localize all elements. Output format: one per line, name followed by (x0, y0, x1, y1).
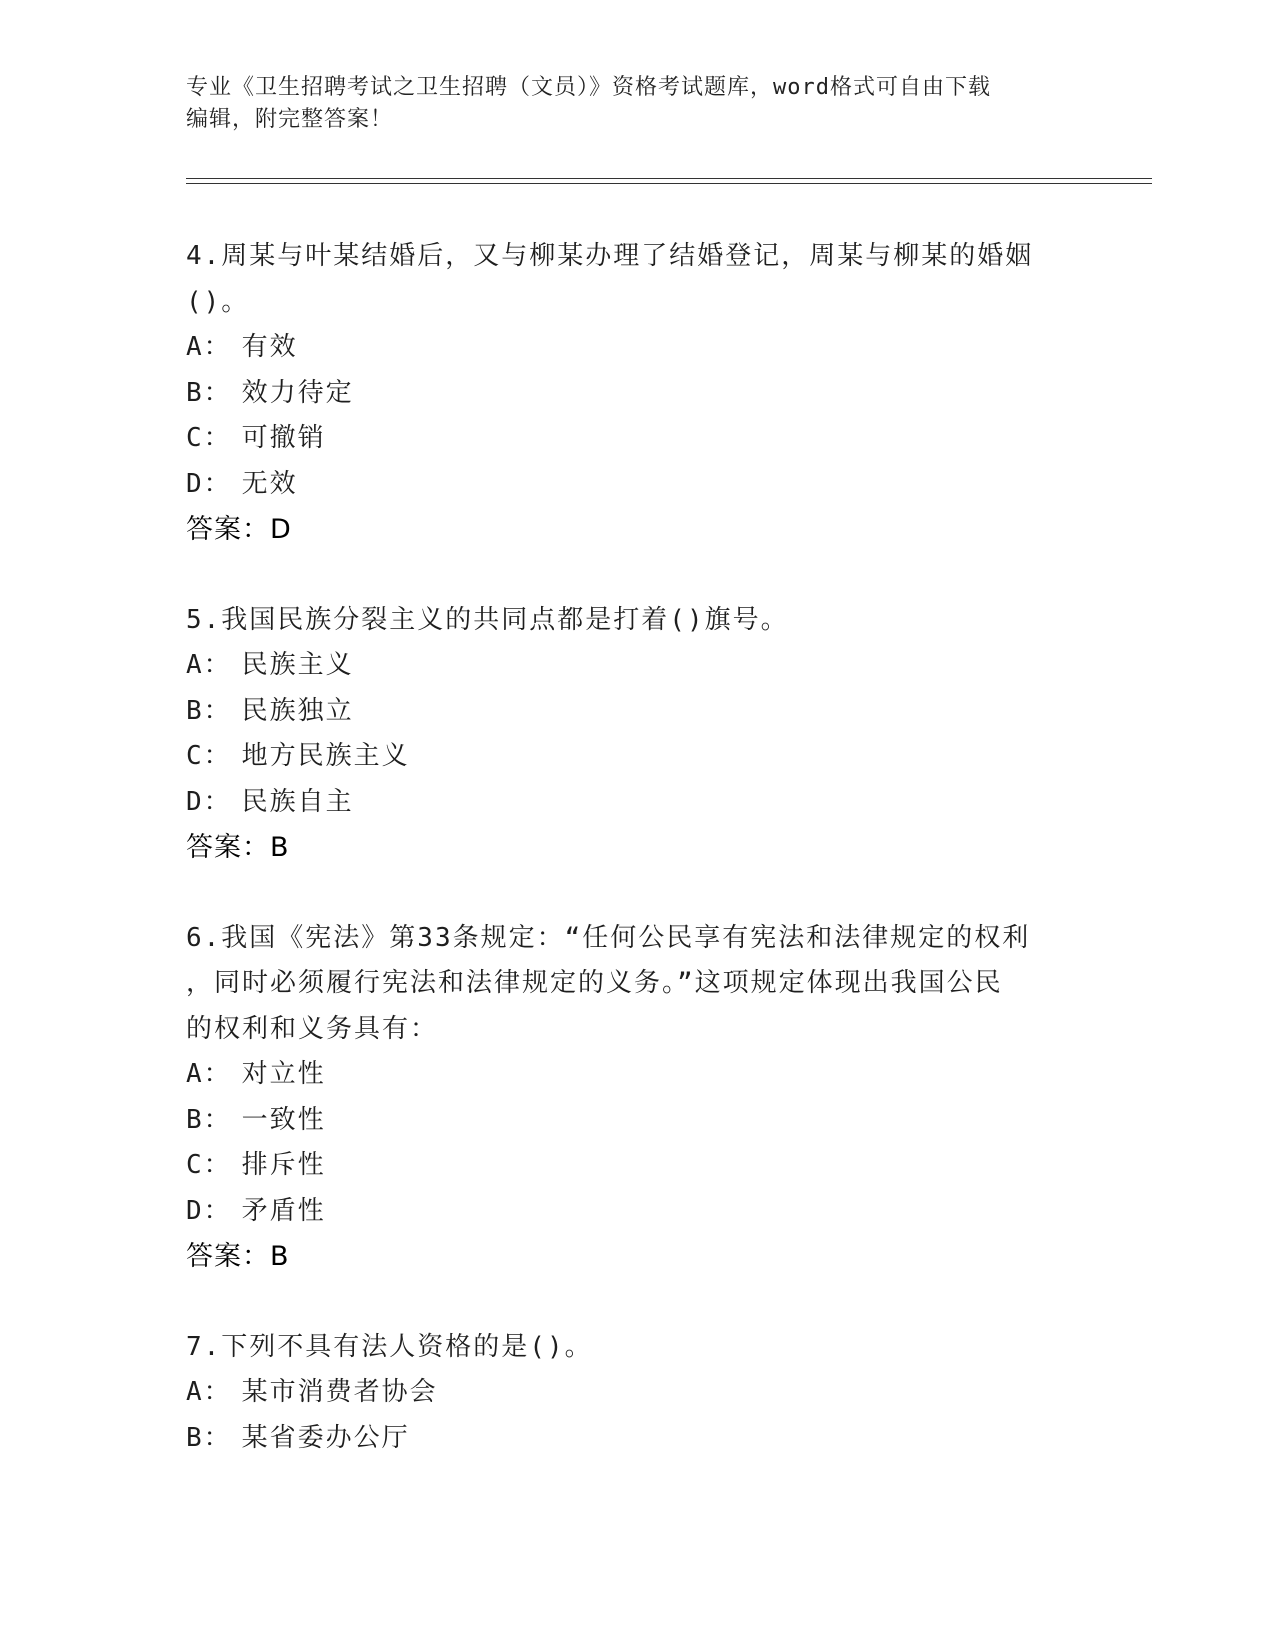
option-d: D： 矛盾性 (186, 1195, 326, 1226)
option-text: 可撤销 (241, 423, 326, 453)
option-c: C： 可撤销 (186, 423, 326, 453)
option-letter: B (186, 1104, 204, 1135)
question-text-line: 4.周某与叶某结婚后，又与柳某办理了结婚登记，周某与柳某的婚姻 (186, 241, 1034, 271)
option-b: B： 某省委办公厅 (186, 1422, 410, 1453)
option-text: 排斥性 (241, 1150, 326, 1180)
option-text: 民族自主 (241, 786, 354, 817)
option-a: A： 民族主义 (186, 650, 354, 680)
option-text: 无效 (241, 468, 298, 499)
answer-value: B (270, 832, 290, 863)
option-d: D： 民族自主 (186, 786, 354, 817)
option-text: 效力待定 (241, 377, 354, 408)
answer-line (186, 825, 1086, 871)
answer-value: B (270, 1241, 290, 1272)
option-text: 一致性 (241, 1104, 326, 1135)
question-text-line: 的权利和义务具有： (186, 1013, 439, 1044)
header-line-2: 编辑，附完整答案！ (186, 107, 394, 132)
question-list (186, 234, 1086, 1506)
option-letter: A (186, 332, 204, 362)
option-text: 民族主义 (241, 650, 354, 680)
option-a: A： 有效 (186, 332, 298, 362)
option-letter: B (186, 695, 204, 726)
option-c: C： 地方民族主义 (186, 741, 410, 771)
option-b: B： 民族独立 (186, 695, 354, 726)
option-d: D： 无效 (186, 468, 298, 499)
option-text: 某市消费者协会 (241, 1377, 438, 1407)
question-text-line: 7.下列不具有法人资格的是()。 (186, 1331, 593, 1362)
option-letter: D (186, 786, 204, 817)
option-letter: B (186, 377, 204, 408)
option-text: 地方民族主义 (241, 741, 410, 771)
option-letter: C (186, 1150, 204, 1180)
option-letter: B (186, 1422, 204, 1453)
option-a: A： 对立性 (186, 1059, 326, 1089)
option-letter: C (186, 741, 204, 771)
question-text-line: ()。 (186, 286, 250, 317)
header-divider-bottom (186, 183, 1152, 184)
answer-label: 答案： (186, 832, 270, 863)
question-text-line: 6.我国《宪法》第33条规定：“任何公民享有宪法和法律规定的权利 (186, 922, 1031, 953)
option-letter: A (186, 1059, 204, 1089)
option-text: 对立性 (241, 1059, 326, 1089)
question-text-line: 5.我国民族分裂主义的共同点都是打着()旗号。 (186, 604, 789, 635)
header-line-1: 专业《卫生招聘考试之卫生招聘（文员）》资格考试题库，word格式可自由下载 (186, 75, 991, 100)
option-c: C： 排斥性 (186, 1150, 326, 1180)
question-block (186, 916, 1086, 1280)
option-letter: D (186, 1195, 204, 1226)
question-block (186, 1325, 1086, 1462)
option-a: A： 某市消费者协会 (186, 1377, 438, 1407)
question-block (186, 234, 1086, 553)
answer-label: 答案： (186, 1241, 270, 1272)
option-letter: A (186, 650, 204, 680)
question-block (186, 598, 1086, 871)
option-letter: C (186, 423, 204, 453)
document-header (186, 72, 1086, 136)
option-letter: D (186, 468, 204, 499)
answer-line (186, 507, 1086, 553)
option-b: B： 效力待定 (186, 377, 354, 408)
option-letter: A (186, 1377, 204, 1407)
option-text: 民族独立 (241, 695, 354, 726)
header-divider-top (186, 178, 1152, 179)
answer-value: D (270, 514, 292, 545)
answer-label: 答案： (186, 514, 270, 545)
option-text: 矛盾性 (241, 1195, 326, 1226)
option-b: B： 一致性 (186, 1104, 326, 1135)
question-text-line: ，同时必须履行宪法和法律规定的义务。”这项规定体现出我国公民 (186, 968, 1003, 998)
option-text: 某省委办公厅 (241, 1422, 410, 1453)
option-text: 有效 (241, 332, 298, 362)
answer-line (186, 1234, 1086, 1280)
